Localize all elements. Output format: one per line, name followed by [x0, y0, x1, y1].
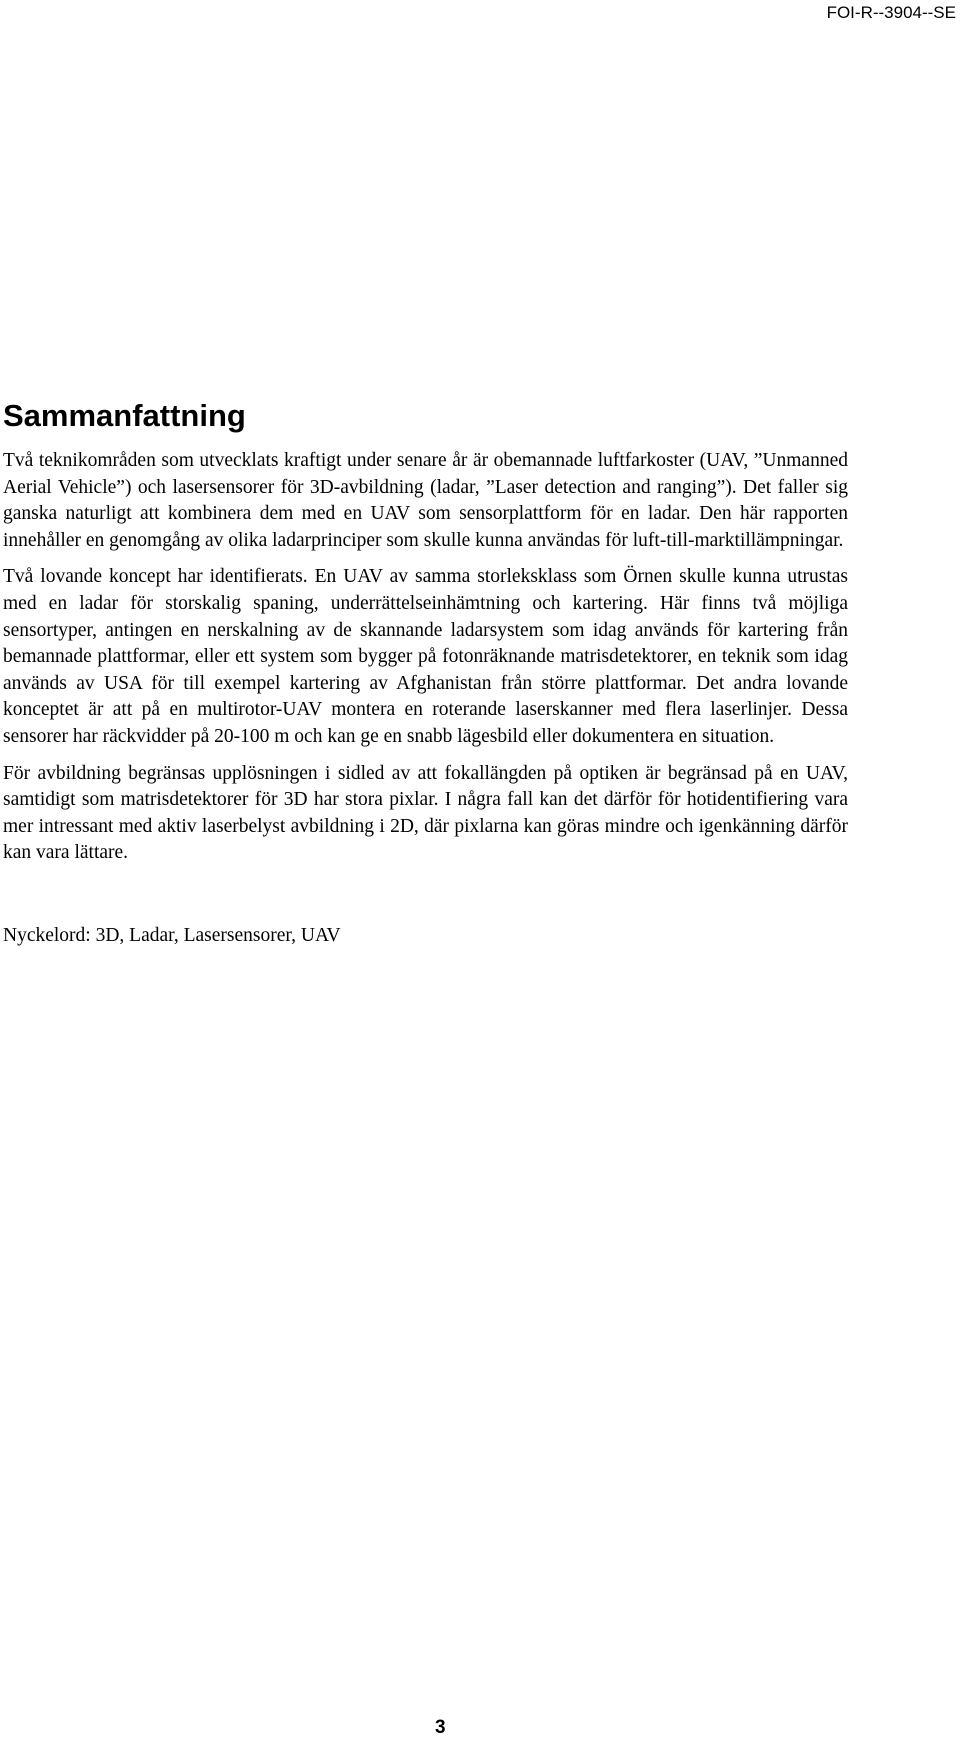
section-heading: Sammanfattning: [3, 398, 246, 433]
page-number: 3: [435, 1717, 446, 1738]
keywords-line: Nyckelord: 3D, Ladar, Lasersensorer, UAV: [3, 924, 341, 946]
summary-paragraph-3: För avbildning begränsas upplösningen i sidled av att fokallängden på optiken är begränsad på en UAV, samtidigt som matrisdetektorer för 3D har stora pixlar. I några fall kan det därför för hotidentifiering vara mer intressant med aktiv laserbelyst avbildning i 2D, där pixlarna kan göras mindre och igenkänning därför kan vara lättare.: [3, 762, 848, 864]
summary-paragraph-2: Två lovande koncept har identifierats. En UAV av samma storleksklass som Örnen skulle kunna utrustas med en ladar för storskalig spaning, underrättelseinhämtning och kartering. Här finns två möjliga sensortyper, antingen en nerskalning av de skannande ladarsystem som idag används för kartering från bemannade plattformar, eller ett system som bygger på fotonräknande matrisdetektorer, en teknik som idag används av USA för till exempel kartering av Afghanistan från större plattformar. Det andra lovande konceptet är att på en multirotor-UAV montera en roterande laserskanner med flera laserlinjer. Dessa sensorer har räckvidder på 20-100 m och kan ge en snabb lägesbild eller dokumentera en situation.: [3, 566, 848, 747]
summary-section: [3, 396, 848, 950]
report-id: FOI-R--3904--SE: [826, 3, 956, 22]
summary-paragraph-1: Två teknikområden som utvecklats kraftigt under senare år är obemannade luftfarkoster (UAV, ”Unmanned Aerial Vehicle”) och lasersensorer för 3D-avbildning (ladar, ”Laser detection and ranging”). Det faller sig ganska naturligt att kombinera dem med en UAV som sensorplattform för en ladar. Den här rapporten innehåller en genomgång av olika ladarprinciper som skulle kunna användas för luft-till-marktillämpningar.: [3, 450, 848, 551]
